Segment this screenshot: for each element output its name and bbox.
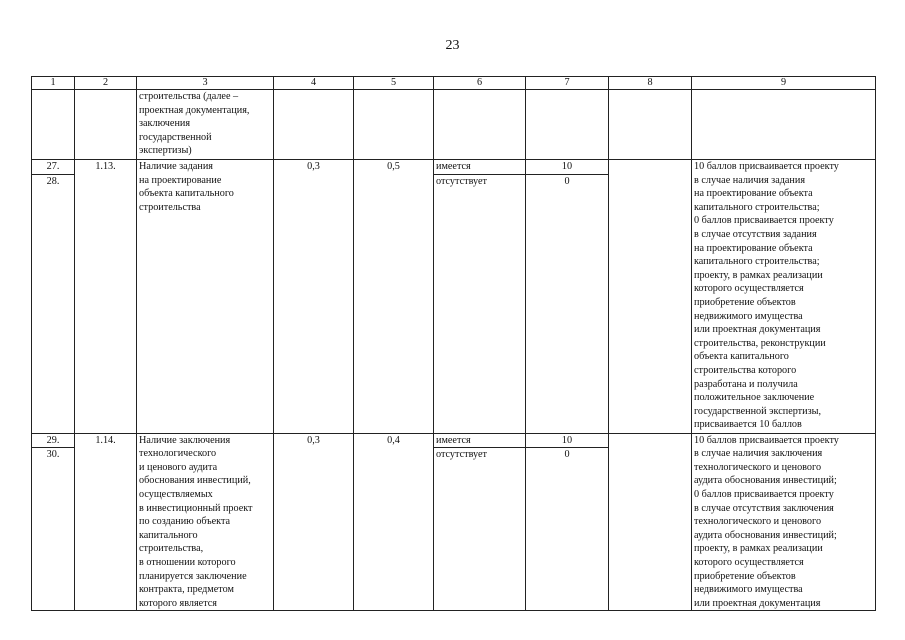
table-row bbox=[32, 433, 876, 448]
table-row bbox=[32, 160, 876, 175]
criterion-coefficient: 0,4 bbox=[354, 433, 434, 611]
score-present: 10 bbox=[526, 160, 609, 175]
row-number: 28. bbox=[32, 174, 75, 433]
continuation-row bbox=[32, 90, 876, 160]
criterion-name-continued: строительства (далее – проектная документация, заключения государственной экспертизы) bbox=[137, 90, 274, 160]
header-cell: 9 bbox=[692, 77, 876, 90]
criterion-weight: 0,3 bbox=[274, 433, 354, 611]
cell-empty bbox=[609, 160, 692, 434]
criterion-name: Наличие заключения технологического и ценового аудита обоснования инвестиций, осуществляемых в инвестиционный проект по созданию объекта капитального строительства, в отношении которого планируется заключение контракта, предметом которого является bbox=[137, 433, 274, 611]
cell-empty bbox=[692, 90, 876, 160]
scoring-note: 10 баллов присваивается проекту в случае наличия заключения технологического и ценового аудита обоснования инвестиций; 0 баллов присваивается проекту в случае отсутствия заключения технологического и ценового аудита обоснования инвестиций; проекту, в рамках реализации которого осуществляется приобретение объектов недвижимого имущества или проектная документация bbox=[692, 433, 876, 611]
value-present: имеется bbox=[434, 433, 526, 448]
cell-empty bbox=[609, 433, 692, 611]
cell-empty bbox=[526, 90, 609, 160]
cell-empty bbox=[434, 90, 526, 160]
criteria-table bbox=[31, 76, 876, 611]
criterion-name: Наличие задания на проектирование объекта капитального строительства bbox=[137, 160, 274, 434]
criterion-coefficient: 0,5 bbox=[354, 160, 434, 434]
score-absent: 0 bbox=[526, 448, 609, 611]
criterion-code: 1.13. bbox=[75, 160, 137, 434]
header-cell: 5 bbox=[354, 77, 434, 90]
header-row bbox=[32, 77, 876, 90]
cell-empty bbox=[354, 90, 434, 160]
scoring-note: 10 баллов присваивается проекту в случае наличия задания на проектирование объекта капитального строительства; 0 баллов присваивается проекту в случае отсутствия задания на проектирование объекта капитального строительства; проекту, в рамках реализации которого осуществляется приобретение объектов недвижимого имущества или проектная документация строительства, реконструкции объекта капитального строительства которого разработана и получила положительное заключение государственной экспертизы, присваивается 10 баллов bbox=[692, 160, 876, 434]
value-present: имеется bbox=[434, 160, 526, 175]
row-number: 29. bbox=[32, 433, 75, 448]
criterion-code: 1.14. bbox=[75, 433, 137, 611]
header-cell: 2 bbox=[75, 77, 137, 90]
cell-empty bbox=[274, 90, 354, 160]
header-cell: 4 bbox=[274, 77, 354, 90]
value-absent: отсутствует bbox=[434, 174, 526, 433]
value-absent: отсутствует bbox=[434, 448, 526, 611]
header-cell: 3 bbox=[137, 77, 274, 90]
header-cell: 1 bbox=[32, 77, 75, 90]
row-number: 30. bbox=[32, 448, 75, 611]
header-cell: 6 bbox=[434, 77, 526, 90]
cell-empty bbox=[609, 90, 692, 160]
header-cell: 7 bbox=[526, 77, 609, 90]
criterion-weight: 0,3 bbox=[274, 160, 354, 434]
header-cell: 8 bbox=[609, 77, 692, 90]
cell-empty bbox=[75, 90, 137, 160]
row-number: 27. bbox=[32, 160, 75, 175]
cell-empty bbox=[32, 90, 75, 160]
score-absent: 0 bbox=[526, 174, 609, 433]
page-number: 23 bbox=[445, 38, 460, 53]
score-present: 10 bbox=[526, 433, 609, 448]
